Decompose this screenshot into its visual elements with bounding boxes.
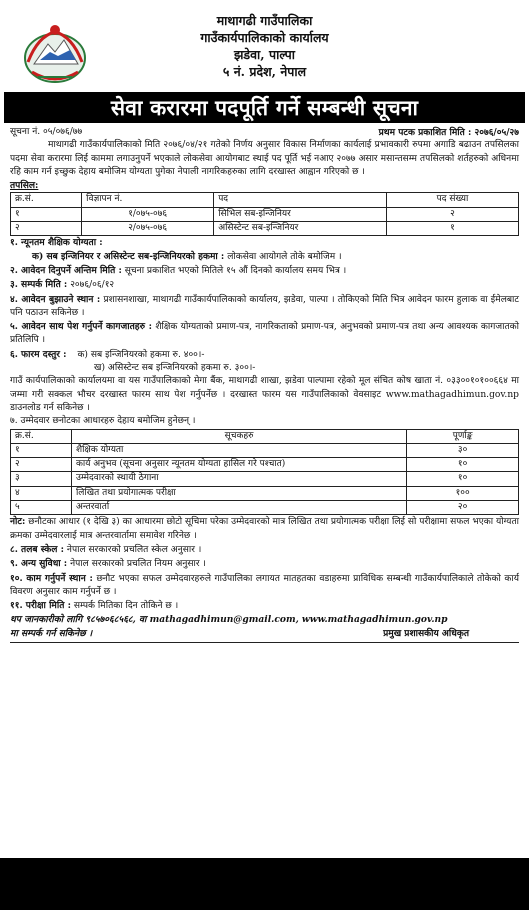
contact-line: थप जानकारीको लागि ९८५७०६८५६८, वा mathagadhimun@gmail.com, www.mathagadhimun.gov.np <box>10 614 448 626</box>
section-11 <box>10 599 519 613</box>
section-9-label: ९. अन्य सुविधा : <box>10 558 68 570</box>
table-row <box>11 501 519 515</box>
section-8-text: नेपाल सरकारको प्रचलित स्केल अनुसार । <box>66 544 202 555</box>
note-text: छनौटका आधार (१ देखि ३) का आधारमा छोटो सूचिमा परेका उम्मेदवारको मात्र लिखित तथा प्रयोगात्मक परीक्षा लिई सो परीक्षामा सफल भएका योग्यता क्रमका उम्मेदवारलाई मात्र अन्तरवार्तामा समावेश गरिनेछ । <box>10 517 519 541</box>
section-1-item <box>10 250 519 264</box>
section-5 <box>10 320 519 348</box>
table-row <box>11 222 519 236</box>
notice-header <box>0 6 529 92</box>
table-row <box>11 207 519 221</box>
closing-row <box>10 627 519 640</box>
province-name: ५ नं. प्रदेश, नेपाल <box>222 64 307 79</box>
section-2 <box>10 264 519 278</box>
signature-title: प्रमुख प्रशासकीय अधिकृत <box>383 627 469 639</box>
notice-body <box>0 123 529 643</box>
section-3-label: ३. सम्पर्क मिति : <box>10 279 68 291</box>
section-6 <box>10 348 519 362</box>
table-cell: लिखित तथा प्रयोगात्मक परीक्षा <box>71 486 406 500</box>
section-4-label: ४. आवेदन बुझाउने स्थान : <box>10 293 101 305</box>
table-header-row <box>11 429 519 443</box>
section-11-text: सम्पर्क मितिका दिन तोकिने छ । <box>73 601 179 612</box>
section-4-text: प्रशासनशाखा, माथागढी गाउँकार्यपालिकाको कार्यालय, झडेवा, पाल्पा । तोकिएको मिति भित्र आवेदन फारम हुलाक वा ईमेलबाट पनि पठाउन सकिनेछ । <box>10 294 519 318</box>
bottom-border <box>10 642 519 643</box>
note-paragraph <box>10 515 519 543</box>
contact-line-end: मा सम्पर्क गर्न सकिनेछ । <box>10 627 93 639</box>
section-10-text: छनौट भएका सफल उम्मेदवारहरुले गाउँपालिका लगायत मातहतका वडाहरुमा प्राविधिक सम्बन्धी गाउँकार्यपालिकाले तोकेको कार्य विवरण अनुसार काम गर्नुपर्ने छ । <box>10 573 520 597</box>
section-6-text: गाउँ कार्यपालिकाको कार्यालयमा वा यस गाउँपालिकाको मेगा बैंक, माथागढी शाखा, झडेवा पाल्पामा रहेको मूल संचित कोष खाता नं. ०३३००१०१००६६४ मा जम्मा गरी सक्कल भौचर दरखास्त फारम साथ पेश गर्नुपर्नेछ । दरखास्त फारम यस गाउँपालिकाको वेवसाइट www.mathagadhimun.gov.np डाउनलोड गर्न सकिनेछ । <box>10 376 519 413</box>
table-cell: १ <box>11 207 82 221</box>
table-header: क्र.सं. <box>11 429 72 443</box>
table-cell: २ <box>386 207 518 221</box>
table-header: विज्ञापन नं. <box>82 193 214 207</box>
section-3 <box>10 278 519 292</box>
table-header: पूर्णाङ्क <box>407 429 519 443</box>
notice-title: सेवा करारमा पदपूर्ति गर्ने सम्बन्धी सूचना <box>4 92 525 123</box>
table-cell: १० <box>407 472 519 486</box>
table-row <box>11 443 519 457</box>
section-8 <box>10 543 519 557</box>
posts-heading: तपसिल: <box>10 180 39 192</box>
section-6-label: ६. फारम दस्तुर : <box>10 348 67 360</box>
table-cell: २ <box>11 458 72 472</box>
intro-paragraph: माथागढी गाउँकार्यपालिकाको मिति २०७६/०४/२१ गतेको निर्णय अनुसार विकास निर्माणका कार्यलाई प्रभावकारी रुपमा अगाडि बढाउन तपसिलका पदमा सेवा करारमा लिई काममा लगाउनुपर्ने भएकाले लोकसेवा आयोगबाट स्थाई पद पूर्ति भई नआए २०७७ असार मसान्तसम्म तपसिलको शर्तहरुको अधिनमा रहि काम गर्न इच्छुक देहाय बमोजिम योग्यता पुगेका नेपाली नागरिकहरुका लागि दरखास्त आह्वान गरिएको छ । <box>10 140 519 177</box>
office-address: झडेवा, पाल्पा <box>233 47 296 62</box>
table-cell: १० <box>407 458 519 472</box>
section-6-fee-a: क) सब इन्जिनियरको हकमा रु. ४००।- <box>77 349 205 360</box>
table-row <box>11 486 519 500</box>
table-header: पद संख्या <box>386 193 518 207</box>
municipality-name: माथागढी गाउँपालिका <box>216 13 313 28</box>
section-1-sub-text: लोकसेवा आयोगले तोके बमोजिम । <box>227 251 342 262</box>
nepal-emblem-icon <box>18 22 92 88</box>
office-name: गाउँकार्यपालिकाको कार्यालय <box>200 30 329 45</box>
table-cell: २/०७५-०७६ <box>82 222 214 236</box>
section-2-text: सूचना प्रकाशित भएको मितिले १५ औं दिनको कार्यालय समय भित्र । <box>124 265 347 276</box>
table-cell: १/०७५-०७६ <box>82 207 214 221</box>
notice-meta-row <box>10 126 519 139</box>
first-published-date: प्रथम पटक प्रकाशित मिति : २०७६/०५/२७ <box>378 127 519 138</box>
table-cell: १०० <box>407 486 519 500</box>
section-10 <box>10 572 519 600</box>
section-8-label: ८. तलब स्केल : <box>10 543 64 555</box>
table-cell: १ <box>11 443 72 457</box>
criteria-table <box>10 429 519 516</box>
table-header: पद <box>214 193 387 207</box>
section-4 <box>10 293 519 321</box>
table-cell: सिभिल सब-इन्जिनियर <box>214 207 387 221</box>
table-row <box>11 472 519 486</box>
table-cell: २० <box>407 501 519 515</box>
table-cell: ५ <box>11 501 72 515</box>
section-11-label: ११. परीक्षा मिति : <box>10 600 71 612</box>
table-cell: असिस्टेन्ट सब-इन्जिनियर <box>214 222 387 236</box>
table-cell: अन्तरवार्ता <box>71 501 406 515</box>
note-label: नोट: <box>10 516 26 528</box>
table-row <box>11 458 519 472</box>
table-header: सूचकहरु <box>71 429 406 443</box>
notice-number: सूचना नं. ०५/०७६/७७ <box>10 127 83 137</box>
section-5-label: ५. आवेदन साथ पेश गर्नुपर्ने कागजातहरु : <box>10 321 153 333</box>
section-9 <box>10 557 519 571</box>
table-cell: ३ <box>11 472 72 486</box>
section-1-sub-label: क) सब इन्जिनियर र असिस्टेन्ट सब-इन्जिनियरको हकमा : <box>32 250 225 262</box>
table-cell: शैक्षिक योग्यता <box>71 443 406 457</box>
table-cell: कार्य अनुभव (सूचना अनुसार न्यूनतम योग्यता हासिल गरे पश्चात) <box>71 458 406 472</box>
table-cell: २ <box>11 222 82 236</box>
section-7-text: ७. उम्मेदवार छनोटका आधारहरु देहाय बमोजिम हुनेछन् । <box>10 416 196 427</box>
table-cell: १ <box>386 222 518 236</box>
posts-table <box>10 192 519 236</box>
section-1-title: १. न्यूनतम शैक्षिक योग्यता : <box>10 237 103 249</box>
table-header-row <box>11 193 519 207</box>
section-6-fee-b: ख) असिस्टेन्ट सब इन्जिनियरको हकमा रु. ३००।- <box>94 363 256 374</box>
table-cell: ४ <box>11 486 72 500</box>
section-2-label: २. आवेदन दिनुपर्ने अन्तिम मिति : <box>10 264 122 276</box>
section-9-text: नेपाल सरकारको प्रचलित नियम अनुसार । <box>70 559 206 570</box>
section-10-label: १०. काम गर्नुपर्ने स्थान : <box>10 572 93 584</box>
table-cell: ३० <box>407 443 519 457</box>
section-3-text: २०७६/०६/१२ <box>70 280 115 291</box>
table-cell: उम्मेदवारको स्थायी ठेगाना <box>71 472 406 486</box>
section-5-text: शैक्षिक योग्यताको प्रमाण-पत्र, नागरिकताको प्रमाण-पत्र, अनुभवको प्रमाण-पत्र तथा अन्य आवश्यक कागजातको प्रतिलिपि । <box>10 322 519 346</box>
table-header: क्र.सं. <box>11 193 82 207</box>
